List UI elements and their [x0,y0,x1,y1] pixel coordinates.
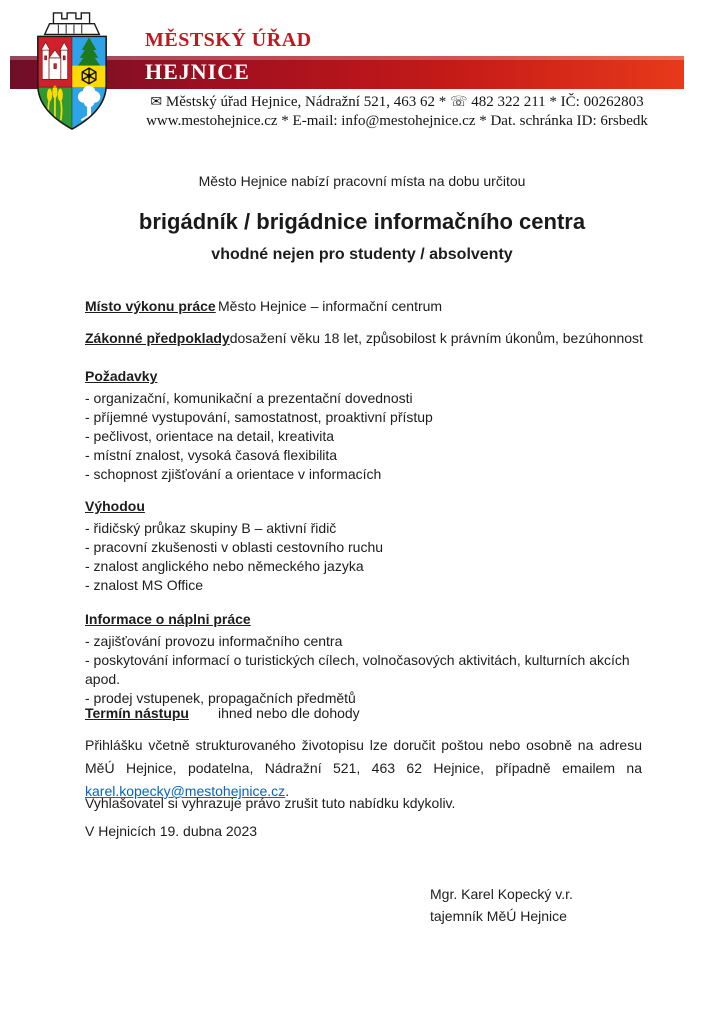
list-item: - příjemné vystupování, samostatnost, proaktivní přístup [85,409,433,425]
contact-block [110,93,684,131]
shield [38,36,106,133]
list-item: - organizační, komunikační a prezentační dovednosti [85,390,413,406]
list-item: - zajišťování provozu informačního centra [85,633,343,649]
signature-title: tajemník MěÚ Hejnice [430,908,567,924]
section-advantages [85,497,665,595]
application-paragraph [85,734,642,803]
list-item: - řidičský průkaz skupiny B – aktivní řidič [85,520,337,536]
list-item: - prodej vstupenek, propagačních předmětů [85,690,356,706]
phone-icon: ☏ [449,95,468,110]
section-heading: Výhodou [85,498,145,514]
page-title: brigádník / brigádnice informačního centra [138,209,586,234]
field-value: ihned nebo dle dohody [218,705,360,721]
field-start-date [85,705,645,721]
signature-block [430,883,573,927]
contact-phone-ic: 482 322 211 * IČ: 00262803 [467,94,644,110]
list-item: - znalost anglického nebo německého jazyka [85,558,364,574]
email-link[interactable]: karel.kopecky@mestohejnice.cz [85,783,286,799]
org-city: HEJNICE [145,59,250,84]
coat-of-arms-icon [28,11,116,133]
cancellation-note: Vyhlašovatel si vyhrazuje právo zrušit tuto nabídku kdykoliv. [85,795,456,811]
field-place-of-work [85,298,645,314]
crown [45,13,100,34]
field-label: Místo výkonu práce [85,298,216,314]
page-subtitle: vhodné nejen pro studenty / absolventy [211,246,513,263]
field-value: Město Hejnice – informační centrum [218,298,443,314]
field-value: dosažení věku 18 let, způsobilost k právním úkonům, bezúhonnost [229,330,643,346]
list-item: - schopnost zjišťování a orientace v informacích [85,466,382,482]
signature-name: Mgr. Karel Kopecký v.r. [430,886,573,902]
contact-line-1 [110,93,684,112]
field-label: Termín nástupu [85,705,189,721]
list-item: - znalost MS Office [85,577,204,593]
list-item: - pečlivost, orientace na detail, kreativita [85,428,335,444]
contact-line-2: www.mestohejnice.cz * E-mail: info@mestohejnice.cz * Dat. schránka ID: 6rsbedk [146,113,648,129]
org-name: MĚSTSKÝ ÚŘAD [145,29,312,51]
application-text-end: . [285,783,290,799]
intro-line: Město Hejnice nabízí pracovní místa na dobu určitou [198,173,526,189]
list-item: - místní znalost, vysoká časová flexibilita [85,447,338,463]
section-job-description [85,610,665,708]
field-legal-prerequisites [85,330,645,346]
application-text: Přihlášku včetně strukturovaného životopisu lze doručit poštou nebo osobně na adresu MěÚ Hejnice, podatelna, Nádražní 521, 463 62 Hejnice, případně emailem na [85,737,642,776]
list-item: - poskytování informací o turistických cílech, volnočasových aktivitách, kulturních akcích apod. [85,652,630,687]
contact-address: Městský úřad Hejnice, Nádražní 521, 463 62 * [162,94,450,110]
envelope-icon: ✉ [150,95,163,110]
section-heading: Požadavky [85,368,158,384]
dateline: V Hejnicích 19. dubna 2023 [85,823,258,839]
list-item: - pracovní zkušenosti v oblasti cestovního ruchu [85,539,384,555]
section-heading: Informace o náplni práce [85,611,251,627]
section-requirements [85,367,665,484]
field-label: Zákonné předpoklady [85,330,230,346]
